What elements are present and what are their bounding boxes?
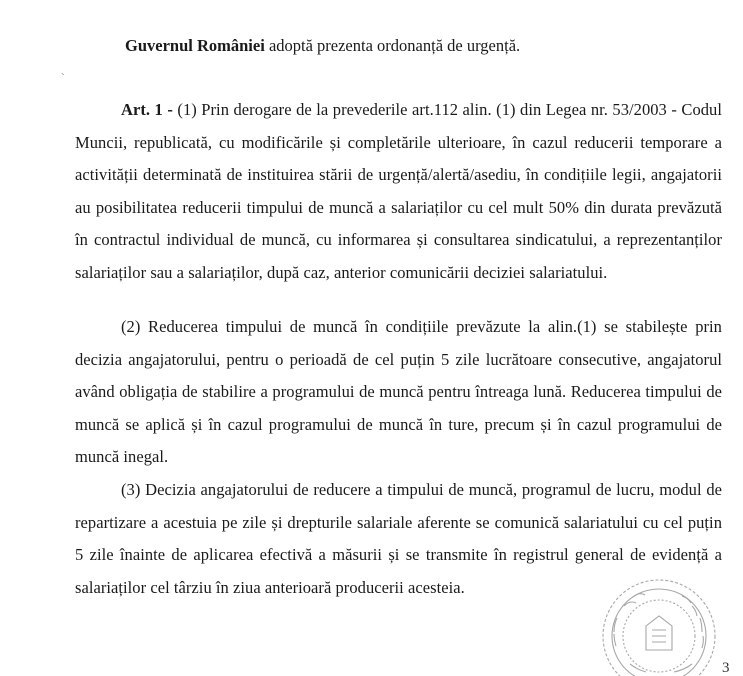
scan-speck: ` (61, 72, 65, 84)
government-name: Guvernul României (125, 36, 265, 55)
article-1-paragraph-3 (75, 474, 722, 604)
paragraph-3-text: (3) Decizia angajatorului de reducere a timpului de muncă, programul de lucru, modul de repartizare a acestuia pe zile și drepturile salariale aferente se comunică salariatului cu cel puțin 5 zile înainte de aplicarea efectivă a măsurii și se transmite în registrul general de evidență a salariaților cel târziu în ziua anterioară producerii acesteia. (75, 480, 722, 597)
article-1-paragraph-2 (75, 311, 722, 474)
intro-rest: adoptă prezenta ordonanță de urgență. (264, 36, 521, 55)
paragraph-2-text: (2) Reducerea timpului de muncă în condițiile prevăzute la alin.(1) se stabilește prin decizia angajatorului, pentru o perioadă de cel puțin 5 zile lucrătoare consecutive, angajatorul având obligația de stabilire a programului de muncă pentru întreaga lună. Reducerea timpului de muncă se aplică și în cazul programului de muncă în ture, precum și în cazul programului de muncă inegal. (75, 317, 722, 466)
paragraph-1-text: (1) Prin derogare de la prevederile art.112 alin. (1) din Legea nr. 53/2003 - Codul Muncii, republicată, cu modificările și completările ulterioare, în cazul reducerii temporare a activității determinată de instituirea stării de urgență/alertă/asediu, în condițiile legii, angajatorii au posibilitatea reducerii timpului de muncă a salariaților cu cel mult 50% din durata prevăzută în contractul individual de muncă, cu informarea și consultarea sindicatului, a reprezentanților salariaților sau a salariaților, după caz, anterior comunicării deciziei salariatului. (75, 100, 722, 282)
article-1-paragraph-1 (75, 94, 722, 289)
article-label: Art. 1 - (121, 100, 173, 119)
page-number: 3 (722, 660, 730, 676)
intro-sentence (125, 36, 520, 56)
